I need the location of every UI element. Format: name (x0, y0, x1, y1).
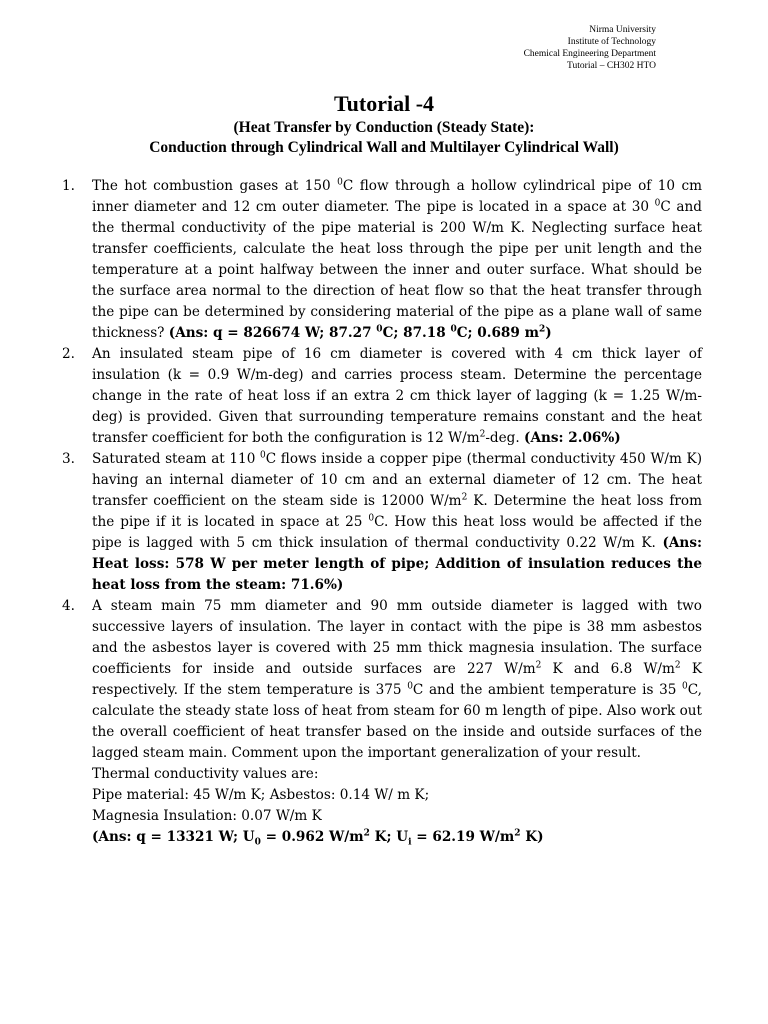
degree-superscript: 0 (450, 324, 457, 335)
answer-part: (Ans: q = 13321 W; U (92, 829, 255, 845)
text-part: The hot combustion gases at 150 (92, 178, 338, 194)
text-part: C and the ambient temperature is 35 (412, 682, 682, 698)
text-part: A steam main 75 mm diameter and 90 mm outside diameter is lagged with two successive layers of insulation. The layer in contact with the pipe is 38 mm asbestos and the asbestos layer is covered with 25 mm thick magnesia insulation. The surface coefficients for inside and outside surfaces are 227 W/m (92, 598, 702, 677)
text-part: C and the thermal conductivity of the pipe material is 200 W/m K. Neglecting surface heat transfer coefficients, calculate the heat loss through the pipe per unit length and the temperature at a point halfway between the inner and outer surface. What should be the surface area normal to the direction of heat flow so that the heat transfer through the pipe can be determined by considering material of the pipe as a plane wall of same thickness? (92, 199, 702, 341)
question-list (62, 176, 702, 848)
subscript-i: i (408, 837, 412, 848)
question-2 (62, 344, 702, 449)
header-department: Chemical Engineering Department (523, 49, 656, 59)
square-superscript: 2 (535, 660, 542, 671)
square-superscript: 2 (363, 828, 370, 839)
question-number: 1. (62, 178, 75, 194)
answer (169, 325, 552, 341)
degree-superscript: 0 (259, 450, 266, 461)
question-number: 4. (62, 598, 75, 614)
subtitle-line-2: Conduction through Cylindrical Wall and Multilayer Cylindrical Wall) (149, 139, 619, 156)
text-part: K respectively. If the stem temperature is 375 (92, 661, 702, 698)
question-4 (62, 596, 702, 848)
text-part: C. How this heat loss would be affected if the pipe is lagged with 5 cm thick insulation of thermal conductivity 0.22 W/m K. (92, 514, 702, 551)
answer-part: ) (545, 325, 552, 341)
question-text (92, 596, 702, 848)
question-text (92, 344, 702, 449)
square-superscript: 2 (674, 660, 681, 671)
square-superscript: 2 (461, 492, 468, 503)
text-part: K. Determine the heat loss from the pipe if it is located in space at 25 (92, 493, 702, 530)
page-title: Tutorial -4 (333, 91, 435, 116)
header-institute: Institute of Technology (567, 37, 656, 47)
text-part: -deg. (485, 430, 525, 446)
text-part: C flow through a hollow cylindrical pipe of 10 cm inner diameter and 12 cm outer diameter. The pipe is located in a space at 30 (92, 178, 702, 215)
header-course: Tutorial – CH302 HTO (567, 61, 656, 71)
answer: (Ans: 2.06%) (524, 430, 621, 446)
text-part: C, calculate the steady state loss of heat from steam for 60 m length of pipe. Also work out the overall coefficient of heat transfer based on the inside and outside surfaces of the lagged steam main. Comment upon the important generalization of your result. (92, 682, 702, 761)
degree-superscript: 0 (682, 681, 688, 692)
text-part: An insulated steam pipe of 16 cm diameter is covered with 4 cm thick layer of insulation (k = 0.9 W/m-deg) and carries process steam. Determine the percentage change in the rate of heat loss if an extra 2 cm thick layer of lagging (k = 1.25 W/m-deg) is provided. Given that surrounding temperature remains constant and the heat transfer coefficient for both the configuration is 12 W/m (92, 346, 702, 446)
degree-superscript: 0 (337, 177, 343, 188)
text-part: C flows inside a copper pipe (thermal conductivity 450 W/m K) having an internal diameter of 10 cm and an external diameter of 12 cm. The heat transfer coefficient on the steam side is 12000 W/m (92, 451, 702, 509)
degree-superscript: 0 (376, 324, 383, 335)
subscript-o: 0 (254, 837, 261, 848)
answer-part: (Ans: q = 826674 W; 87.27 (168, 325, 377, 341)
conductivity-pipe-asbestos: Pipe material: 45 W/m K; Asbestos: 0.14 W/ m K; (92, 787, 430, 803)
answer (92, 827, 702, 848)
conductivity-heading: Thermal conductivity values are: (92, 766, 319, 782)
document-header (524, 24, 656, 72)
question-3 (62, 449, 702, 596)
question-number: 2. (62, 346, 75, 362)
text-part: Saturated steam at 110 (92, 451, 260, 467)
degree-superscript: 0 (654, 198, 661, 209)
degree-superscript: 0 (368, 513, 375, 524)
question-number: 3. (62, 451, 75, 467)
header-university: Nirma University (589, 25, 656, 35)
answer-part: C; 0.689 m (456, 325, 539, 341)
answer-part: C; 87.18 (382, 325, 451, 341)
question-text (92, 176, 702, 344)
answer-part: K) (520, 829, 544, 845)
answer-part: K; U (369, 829, 409, 845)
square-superscript: 2 (514, 828, 521, 839)
text-part: K and 6.8 W/m (541, 661, 675, 677)
square-superscript: 2 (479, 429, 486, 440)
conductivity-magnesia: Magnesia Insulation: 0.07 W/m K (92, 808, 322, 824)
question-text (92, 449, 702, 596)
question-1 (62, 176, 702, 344)
answer-part: = 62.19 W/m (411, 829, 515, 845)
answer-part: = 0.962 W/m (260, 829, 364, 845)
title-block (0, 90, 768, 158)
answer: (Ans: Heat loss: 578 W per meter length of pipe; Addition of insulation reduces the heat loss from the steam: 71.6%) (92, 535, 702, 593)
square-superscript: 2 (538, 324, 546, 335)
subtitle-line-1: (Heat Transfer by Conduction (Steady State): (233, 119, 535, 136)
degree-superscript: 0 (407, 681, 413, 692)
